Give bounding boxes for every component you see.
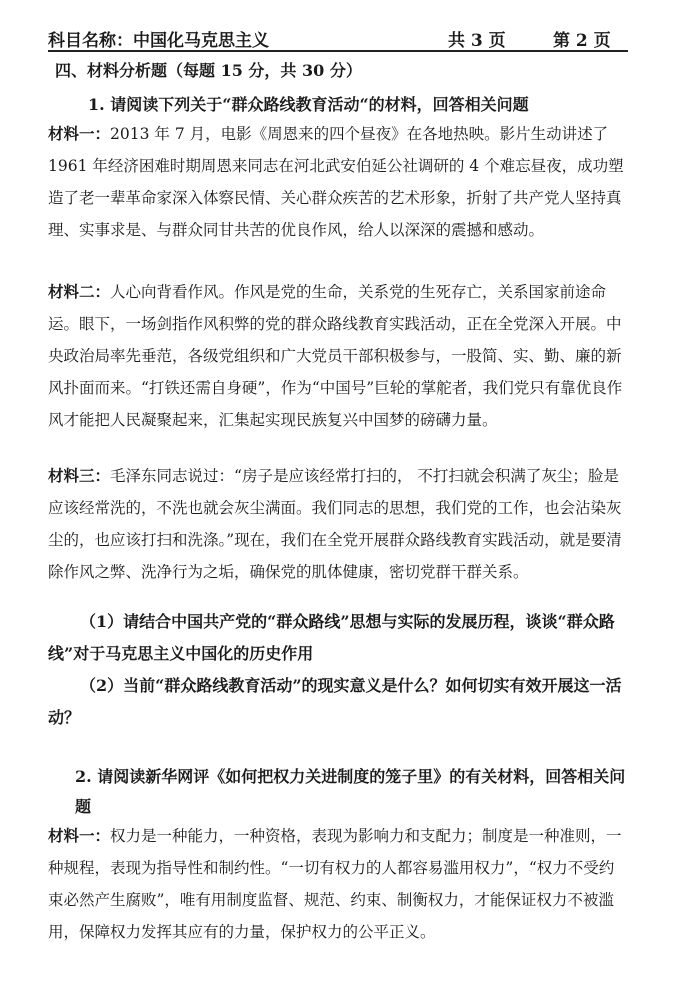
q1-material-3	[48, 460, 628, 588]
total-pages: 共 3 页	[448, 31, 506, 51]
material-text: 2013 年 7 月，电影《周恩来的四个昼夜》在各地热映。影片生动讲述了 1961 年经济困难时期周恩来同志在河北武安伯延公社调研的 4 个难忘昼夜，成功塑造了老一辈革命家深入体察民情、关心群众疾苦的艺术形象，折射了共产党人坚持真理、实事求是、与群众同甘共苦的优良作风，给人以深深的震撼和感动。	[48, 125, 624, 239]
material-text: 毛泽东同志说过：“房子是应该经常打扫的， 不打扫就会积满了灰尘；脸是应该经常洗的，不洗也就会灰尘满面。我们同志的思想，我们党的工作，也会沾染灰尘的，也应该打扫和洗涤。”现在，我们在全党开展群众路线教育实践活动，就是要清除作风之弊、洗净行为之垢，确保党的肌体健康，密切党群干群关系。	[48, 467, 622, 581]
material-label: 材料一：	[48, 124, 111, 143]
subject-name: 科目名称：中国化马克思主义	[48, 31, 269, 51]
material-label: 材料二：	[48, 282, 111, 301]
material-label: 材料一：	[48, 826, 111, 845]
question-2-title: 2. 请阅读新华网评《如何把权力关进制度的笼子里》的有关材料，回答相关问题	[75, 767, 626, 816]
page-number: 第 2 页	[553, 31, 611, 51]
q2-material-1	[48, 820, 628, 948]
q1-subquestion-1: （1）请结合中国共产党的“群众路线”思想与实际的发展历程，谈谈“群众路线”对于马克思主义中国化的历史作用	[48, 612, 615, 663]
material-text: 人心向背看作风。作风是党的生命，关系党的生死存亡，关系国家前途命运。眼下，一场剑指作风积弊的党的群众路线教育实践活动，正在全党深入开展。中央政治局率先垂范，各级党组织和广大党员干部积极参与，一股简、实、勤、廉的新风扑面而来。“打铁还需自身硬”，作为“中国号”巨轮的掌舵者，我们党只有靠优良作风才能把人民凝聚起来，汇集起实现民族复兴中国梦的磅礴力量。	[48, 283, 623, 429]
section-title: 四、材料分析题（每题 15 分，共 30 分）	[55, 61, 362, 80]
question-1-title: 1. 请阅读下列关于“群众路线教育活动“的材料，回答相关问题	[88, 95, 529, 114]
material-label: 材料三：	[48, 466, 111, 485]
material-text: 权力是一种能力，一种资格，表现为影响力和支配力；制度是一种准则，一种规程，表现为指导性和制约性。“一切有权力的人都容易滥用权力”，“权力不受约束必然产生腐败”，唯有用制度监督、规范、约束、制衡权力，才能保证权力不被滥用，保障权力发挥其应有的力量，保护权力的公平正义。	[48, 827, 622, 941]
q1-subquestion-2: （2）当前“群众路线教育活动”的现实意义是什么？如何切实有效开展这一活动？	[48, 676, 622, 727]
page-header	[48, 24, 628, 52]
q1-material-2	[48, 276, 628, 436]
q1-material-1	[48, 118, 628, 246]
